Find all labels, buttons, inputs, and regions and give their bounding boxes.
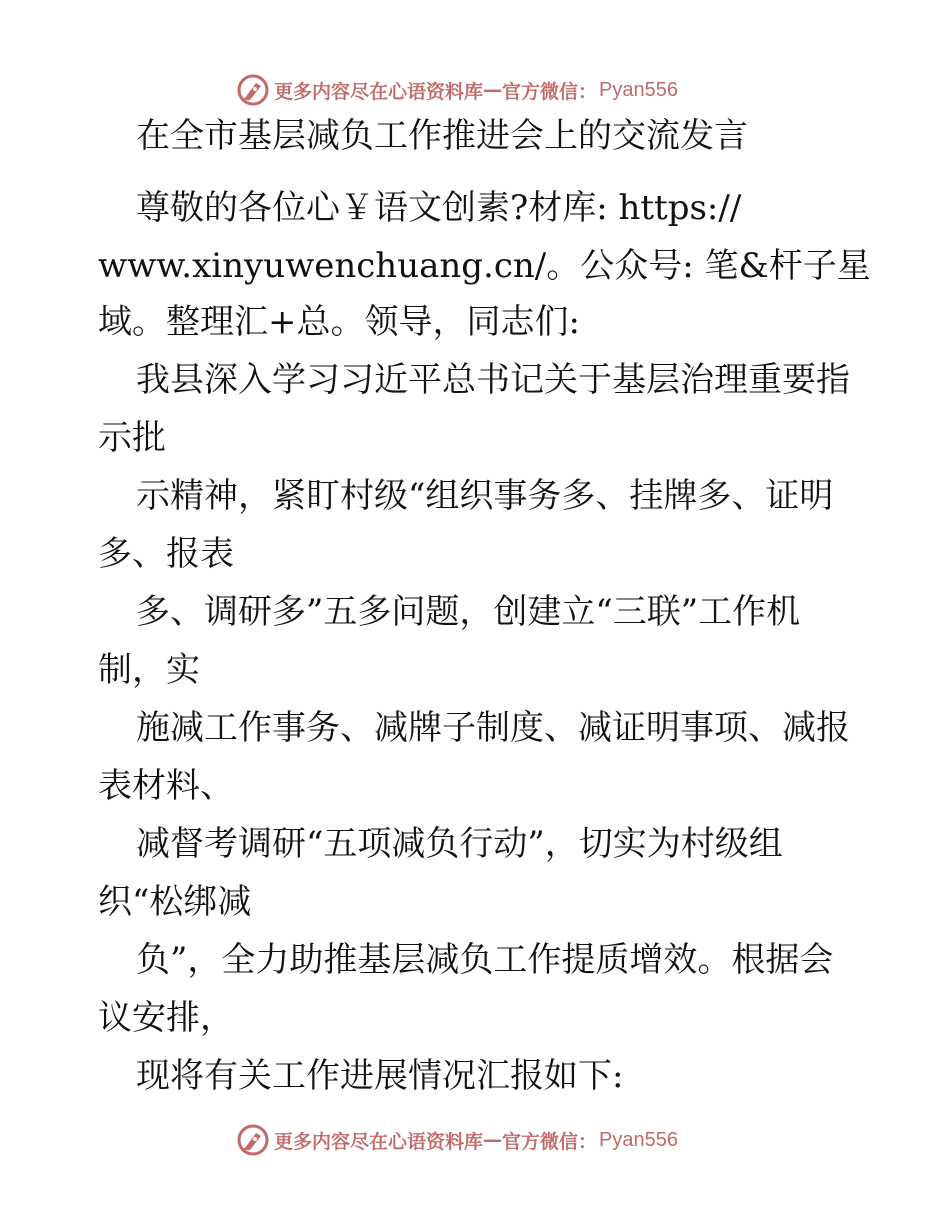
document-line: 议安排， [98,998,234,1038]
watermark-wechat-label: 官方微信： [502,1130,598,1153]
pen-nib-logo-icon [236,73,270,107]
document-line: 多、报表 [98,534,234,574]
document-title: 在全市基层减负工作推进会上的交流发言 [136,116,748,156]
document-line: 减督考调研“五项减负行动”，切实为村级组 [136,824,783,864]
header-watermark-banner [236,72,678,108]
pen-nib-logo-icon [236,1123,270,1157]
document-line: 尊敬的各位心￥语文创素?材库: https:// [136,188,742,228]
document-line: 域。整理汇+总。领导，同志们: [98,302,580,342]
document-line: 施减工作事务、减牌子制度、减证明事项、减报 [136,708,850,748]
watermark-wechat-label: 官方微信： [502,80,598,103]
watermark-separator: — [483,79,503,101]
document-line: 现将有关工作进展情况汇报如下: [136,1056,624,1096]
document-line: 多、调研多”五多问题，创建立“三联”工作机 [136,592,801,632]
footer-watermark-banner [236,1122,678,1158]
document-line: 我县深入学习习近平总书记关于基层治理重要指 [136,360,850,400]
watermark-text: 更多内容尽在心语资料库 [274,80,484,103]
watermark-wechat-id: Pyan556 [599,78,678,101]
watermark-separator: — [483,1129,503,1151]
watermark-text: 更多内容尽在心语资料库 [274,1130,484,1153]
document-line: 示精神，紧盯村级“组织事务多、挂牌多、证明 [136,476,834,516]
document-line: 表材料、 [98,766,234,806]
document-line: 示批 [98,418,166,458]
watermark-wechat-id: Pyan556 [599,1128,678,1151]
document-line: www.xinyuwenchuang.cn/。公众号: 笔&杆子星 [98,246,871,286]
document-line: 制，实 [98,650,200,690]
document-line: 负”，全力助推基层减负工作提质增效。根据会 [136,940,834,980]
document-line: 织“松绑减 [98,882,252,922]
